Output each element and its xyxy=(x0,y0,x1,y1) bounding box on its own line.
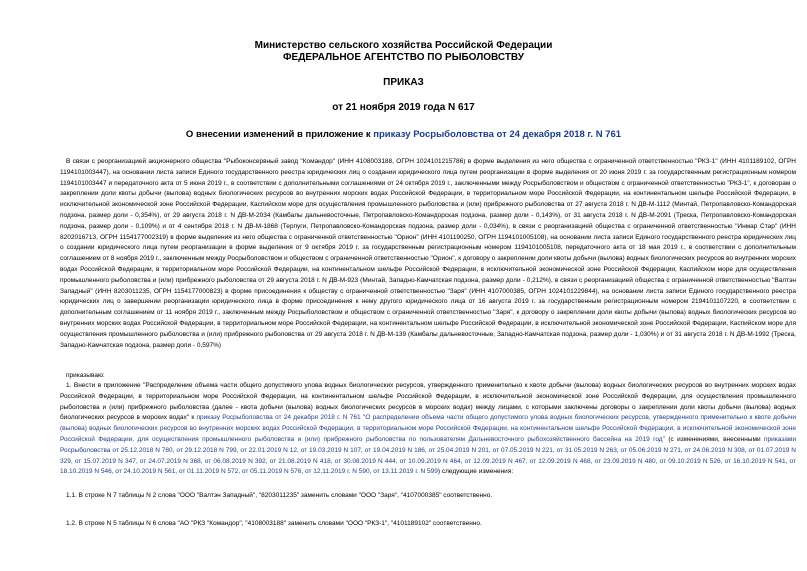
title-prefix: О внесении изменений в приложение к xyxy=(185,129,374,140)
document-title xyxy=(0,129,807,141)
order-word: приказываю: xyxy=(66,372,105,379)
item-1-end: ) следующие изменения: xyxy=(437,468,514,476)
preamble-paragraph: В связи с реорганизацией акционерного общества "Рыбоконсервный завод "Командор" (ИНН 4108003188, ОГРН 1024101215786) в форме выделения из него общества с ограниченной ответственностью "РКЗ-1" (ИНН 4101189102, ОГРН 1194101003447), на основании листа записи Единого государственного реестра юридических лиц о создании юридического лица путем реорганизации в форме выделения от 20 июня 2019 г. за государственным регистрационным номером 1194101003447 и передаточного акта от 5 июня 2019 г., в соответствии с дополнительными соглашениями от 24 октября 2019 г., заключенными между Росрыболовством и обществом с ограниченной ответственностью "РКЗ-1", к договорам о закреплении доли квоты добычи (вылова) водных биологических ресурсов во внутренних морских водах Российской Федерации, в территориальном море Российской Федерации, на континентальном шельфе Российской Федерации, в исключительной экономической зоне Российской Федерации, Каспийском море для осуществления промышленного рыболовства и (или) прибрежного рыболовства от 27 августа 2018 г. N ДВ-М-1112 (Минтай, Петропавловско-Командорская подзона, размер доли - 0,354%), от 29 августа 2018 г. N ДВ-М-2034 (Камбалы дальневосточные, Петропавловско-Командорская подзона, размер доли - 0,143%), от 31 августа 2018 г. N ДВ-М-2091 (Треска, Петропавловско-Командорская подзона, размер доли - 0,109%) и от 4 сентября 2018 г. N ДВ-М-1868 (Терпуги, Петропавловско-Командорская подзона, размер доли - 0,034%), в связи с реорганизацией общества с ограниченной ответственностью "Инмар Стар" (ИНН 8202016713, ОГРН 1154177002319) в форме выделения из него общества с ограниченной ответственностью "Орион" (ИНН 4101190250, ОГРН 1194101005108), на основании листа записи Единого государственного реестра юридических лиц о создании юридического лица путем реорганизации в форме выделения от 9 октября 2019 г. за государственным регистрационным номером 1194101005108, передаточного акта от 18 мая 2019 г., в соответствии с дополнительным соглашением от 8 ноября 2019 г., заключенным между Росрыболовством и обществом с ограниченной ответственностью "Орион", к договору о закреплении доли квоты добычи (вылова) водных биологических ресурсов во внутренних морских водах Российской Федерации, в территориальном море Российской Федерации, на континентальном шельфе Российской Федерации, в исключительной экономической зоне Российской Федерации, Каспийском море для осуществления промышленного рыболовства и (или) прибрежного рыболовства от 29 августа 2018 г. N ДВ-М-923 (Минтай, Западно-Камчатская подзона, размер доли - 0,212%), в связи с реорганизацией общества с ограниченной ответственностью "Валтэн Западный" (ИНН 8203011235, ОГРН 1154177000823) в форме присоединения к обществу с ограниченной ответственностью "Заря" (ИНН 4107000385, ОГРН 1024101229844), на основании листа записи Единого государственного реестра юридических лиц о завершении реорганизации юридического лица в форме присоединения к нему другого юридического лица от 16 августа 2019 г. за государственным регистрационным номером 2194101107220, в соответствии с дополнительным соглашением от 11 ноября 2019 г., заключенным между Росрыболовством и обществом с ограниченной ответственностью "Заря", к договору о закреплении доли квоты добычи (вылова) водных биологических ресурсов во внутренних морских водах Российской Федерации, в территориальном море Российской Федерации, на континентальном шельфе Российской Федерации, в исключительной экономической зоне Российской Федерации, Каспийском море для осуществления промышленного рыболовства и (или) прибрежного рыболовства от 29 августа 2018 г. N ДВ-М-139 (Камбалы дальневосточные, Западно-Камчатская подзона, размер доли - 1,030%) и от 31 августа 2018 г. N ДВ-М-1992 (Треска, Западно-Камчатская подзона, размер доли - 0,597%) xyxy=(60,158,796,349)
document-date-number: от 21 ноября 2019 года N 617 xyxy=(332,102,475,113)
title-order-link[interactable]: приказу Росрыболовства от 24 декабря 2018 г. N 761 xyxy=(373,129,622,140)
item-1-amendments-link[interactable]: приказами Росрыболовства от 25.12.2018 N 780, от 29.12.2018 N 799, от 22.01.2019 N 12, от 19.03.2019 N 107, от 19.04.2019 N 186, от 25.04.2019 N 201, от 07.05.2019 N 221, от 31.05.2019 N 263, от 05.06.2019 N 271, от 24.06.2019 N 308, от 01.07.2019 N 329, от 15.07.2019 N 347, от 24.07.2019 N 368, от 06.08.2019 N 392, от 21.08.2019 N 418, от 30.08.2019 N 444, от 10.09.2019 N 464, от 12.09.2019 N 467, от 12.09.2019 N 468, от 23.09.2019 N 480, от 09.10.2019 N 526, от 16.10.2019 N 541, от 18.10.2019 N 546, от 24.10.2019 N 561, от 01.11.2019 N 572, от 05.11.2019 N 576, от 12.11.2019 г. N 590, от 13.11.2019 г. N 599 xyxy=(60,435,796,476)
agency-name: ФЕДЕРАЛЬНОЕ АГЕНТСТВО ПО РЫБОЛОВСТВУ xyxy=(283,52,524,63)
item-1-start: 1. Внести в приложение "Распределение объема части общего допустимого улова водных биологических ресурсов, утвержденного применительно к квоте добычи (вылова) водных биологических ресурсов во внутренних морских водах Российской Федерации, в территориальном море Российской Федерации, на континентальном шельфе Российской Федерации, в исключительной экономической зоне Российской Федерации, для осуществления промышленного рыболовства и (или) прибрежного рыболовства (далее - квота добычи (вылова) водных биологических ресурсов в морских водах) между лицами, с которыми заключены договоры о закреплении доли квоты добычи (вылова) водных биологических ресурсов в морских водах" к xyxy=(60,382,796,422)
item-1-order-link[interactable]: приказу Росрыболовства от 24 декабря 2018 г. N 761 "О распределении объема части общего допустимого улова водных биологических ресурсов, утвержденного применительно к квоте добычи (вылова) водных биологических ресурсов во внутренних морских водах Российской Федерации, в территориальном море Российской Федерации, на континентальном шельфе Российской Федерации, в исключительной экономической зоне Российской Федерации, для осуществления промышленного рыболовства и (или) прибрежного рыболовства по пользователям Дальневосточного рыбохозяйственного бассейна на 2019 год" xyxy=(60,414,796,443)
document-type: ПРИКАЗ xyxy=(383,77,424,88)
item-1-2-paragraph: 1.2. В строке N 5 таблицы N 6 слова "АО "РКЗ "Командор", "4108003188" заменить словами "ООО "РКЗ-1", "4101189102" соответственно. xyxy=(66,520,482,527)
item-1-1-paragraph: 1.1. В строке N 7 таблицы N 2 слова "ООО "Валтэн Западный", "8203011235" заменить словами "ООО "Заря", "4107000385" соответственно. xyxy=(66,492,493,499)
item-1-mid: (с изменениями, внесенными xyxy=(664,435,764,443)
item-1-paragraph xyxy=(60,381,796,478)
ministry-name: Министерство сельского хозяйства Российской Федерации xyxy=(254,40,553,51)
